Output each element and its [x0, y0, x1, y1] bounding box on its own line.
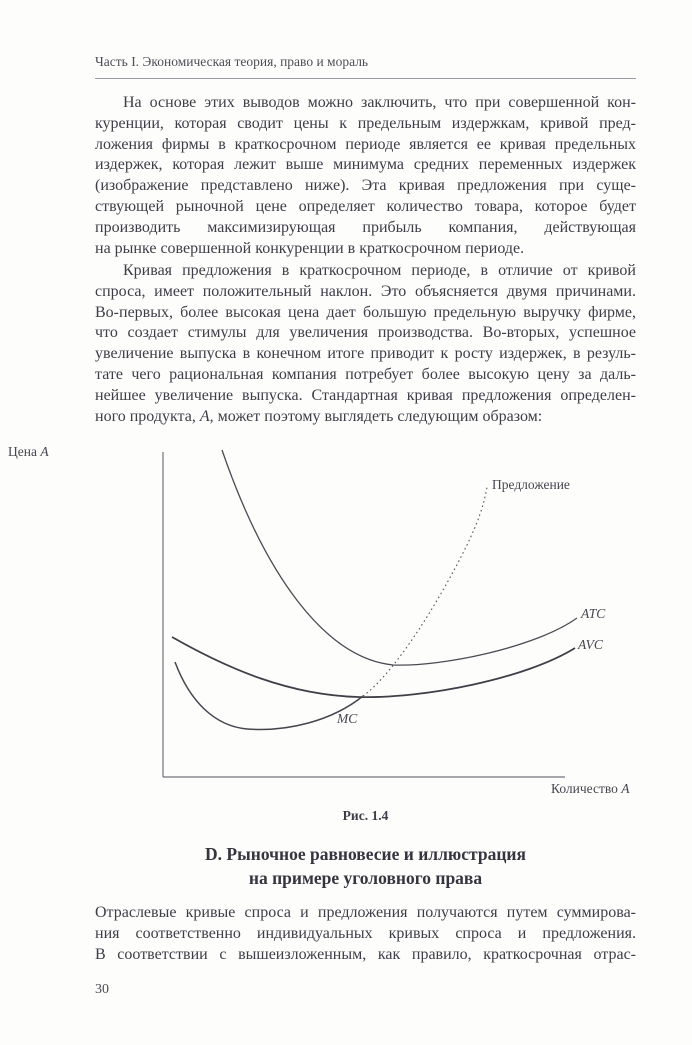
- text-line: На основе этих выводов можно заключить, что при совершенной кон-: [123, 94, 636, 111]
- text-line: Отраслевые кривые спроса и предложения получаются путем суммирова-: [95, 904, 636, 921]
- y-axis-label: Цена А: [8, 444, 49, 459]
- paragraph-3: [95, 903, 636, 965]
- text-line: нейшее увеличение выпуска. Стандартная кривая предложения определен-: [95, 386, 636, 404]
- section-heading: [95, 843, 636, 890]
- running-head-text: Часть I. Экономическая теория, право и мораль: [95, 54, 369, 69]
- text-line: В соответствии с вышеизложенным, как правило, краткосрочная отрас-: [95, 945, 636, 963]
- text-line: Кривая предложения в краткосрочном периоде, в отличие от кривой: [123, 262, 636, 279]
- text-line: (изображение представлено ниже). Эта кривая предложения при суще-: [95, 177, 636, 195]
- text-line: что создает стимулы для увеличения производства. Во-вторых, успешное: [95, 324, 636, 342]
- paragraph-1: [95, 93, 636, 259]
- cost-curves-chart: [95, 440, 640, 802]
- avc-curve-label: AVC: [578, 637, 603, 652]
- mc-curve-label: MC: [337, 711, 358, 726]
- text-line: ного продукта, А, может поэтому выглядеть следующим образом:: [95, 407, 543, 425]
- cost-curves-figure: [95, 440, 640, 802]
- x-axis-label: Количество А: [551, 781, 630, 796]
- text-line: ложения фирмы в краткосрочном периоде является ее кривая предельных: [95, 135, 636, 153]
- figure-caption: Рис. 1.4: [342, 808, 389, 823]
- text-line: увеличение выпуска в конечном итоге приводит к росту издержек, в резуль-: [95, 345, 636, 363]
- supply-curve-label: Предложение: [492, 477, 570, 492]
- atc-curve-label: ATC: [581, 606, 606, 621]
- page-number: 30: [95, 982, 109, 997]
- text-line: на рынке совершенной конкуренции в краткосрочном периоде.: [95, 239, 525, 257]
- text-line: ния соответственно индивидуальных кривых спроса и предложения.: [95, 924, 636, 942]
- section-heading-line2: на примере уголовного права: [248, 867, 483, 888]
- section-heading-line1: D. Рыночное равновесие и иллюстрация: [205, 844, 526, 864]
- text-line: спроса, имеет положительный наклон. Это объясняется двумя причинами.: [95, 282, 636, 300]
- text-line: издержек, которая лежит выше минимума средних переменных издержек: [95, 156, 636, 174]
- text-line: тате чего рациональная компания потребует более высокую цену за даль-: [95, 365, 636, 383]
- text-line: Во-первых, более высокая цена дает большую предельную выручку фирме,: [95, 303, 636, 321]
- running-head: [95, 54, 636, 79]
- text-line: производить максимизирующая прибыль компания, действующая: [95, 218, 636, 236]
- paragraph-2: [95, 261, 636, 427]
- text-line: куренции, которая сводит цены к предельным издержкам, кривой пред-: [95, 114, 636, 132]
- text-line: ствующей рыночной цене определяет количество товара, которое будет: [95, 197, 636, 215]
